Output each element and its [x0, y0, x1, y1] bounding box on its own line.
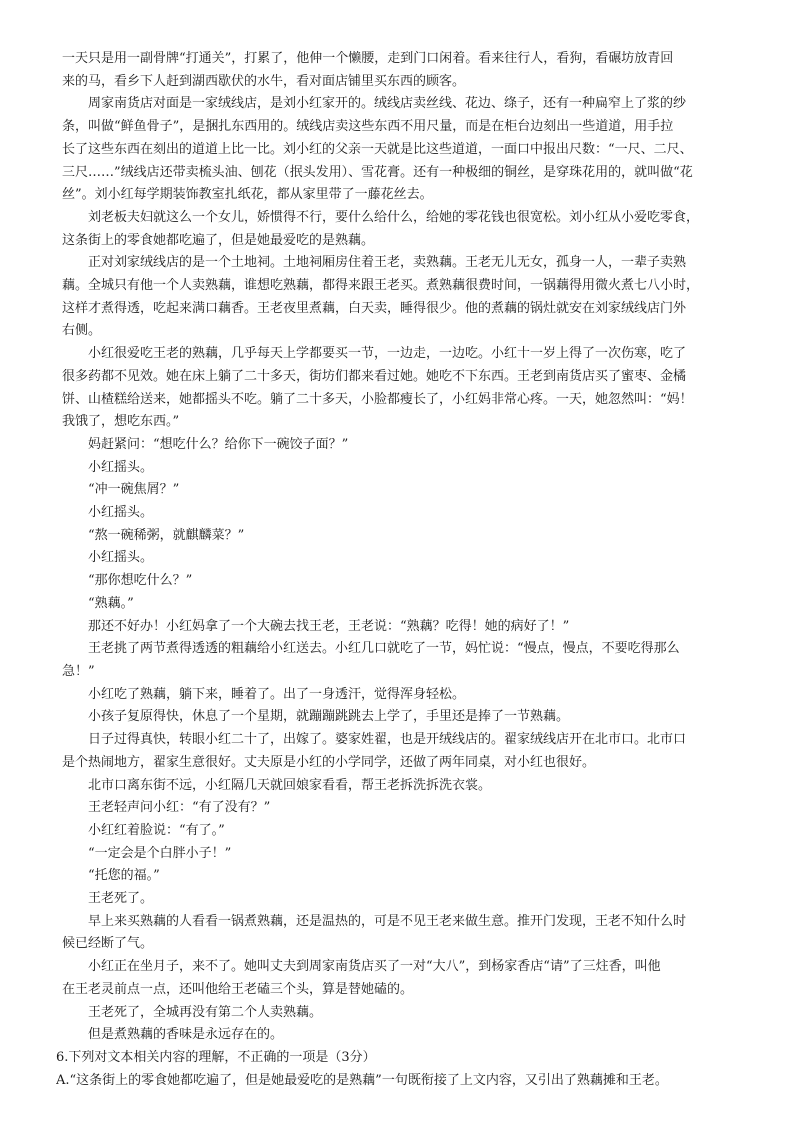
passage-line: 王老挑了两节煮得透透的粗藕给小红送去。小红几口就吃了一节，妈忙说：“慢点，慢点，不要吃得那么 [88, 641, 680, 657]
passage-line: “托您的福。” [88, 868, 160, 884]
question-stem: 6.下列对文本相关内容的理解，不正确的一项是（3分） [56, 1049, 376, 1065]
passage-line: 那还不好办！小红妈拿了一个大碗去找王老，王老说：“熟藕？吃得！她的病好了！” [88, 618, 570, 634]
passage-line: 但是煮熟藕的香味是永远存在的。 [88, 1027, 284, 1043]
passage-line: 一天只是用一副骨牌“打通关”，打累了，他伸一个懒腰，走到门口闲着。看来往行人，看狗，看碾坊放青回 [62, 51, 674, 66]
passage-line: 候已经断了气。 [62, 936, 154, 952]
passage-line: “熟藕。” [88, 595, 134, 611]
passage-line: 王老轻声问小红：“有了没有？” [88, 800, 271, 816]
passage-line: “那你想吃什么？” [88, 573, 193, 589]
passage-line: 周家南货店对面是一家绒线店，是刘小红家开的。绒线店卖丝线、花边、绦子，还有一种扁窄上了浆的纱 [88, 96, 687, 112]
passage-line: 王老死了。 [88, 891, 154, 907]
passage-line: 早上来买熟藕的人看看一锅煮熟藕，还是温热的，可是不见王老来做生意。推开门发现，王老不知什么时 [88, 913, 687, 929]
passage-line: 丝”。刘小红每学期装饰教室扎纸花，都从家里带了一藤花丝去。 [62, 187, 433, 203]
passage-line: 小红摇头。 [88, 459, 154, 475]
document-page [56, 48, 742, 1092]
passage-line: 正对刘家绒线店的是一个土地祠。土地祠厢房住着王老，卖熟藕。王老无儿无女，孤身一人，一辈子卖熟 [88, 255, 687, 271]
passage-line: 急！” [62, 663, 95, 679]
passage-line: 藕。全城只有他一个人卖熟藕，谁想吃熟藕，都得来跟王老买。煮熟藕很费时间，一锅藕得用微火煮七八小时， [62, 278, 700, 294]
passage-line: 小红摇头。 [88, 505, 154, 521]
passage-line: 我饿了，想吃东西。” [62, 414, 180, 430]
passage-line: 小孩子复原得快，休息了一个星期，就蹦蹦跳跳去上学了，手里还是捧了一节熟藕。 [88, 709, 570, 725]
passage-line: 北市口离东街不远，小红隔几天就回娘家看看，帮王老拆洗拆洗衣裳。 [88, 777, 492, 793]
passage-line: 小红正在坐月子，来不了。她叫丈夫到周家南货店买了一对“大八”，到杨家香店“请”了三炷香，叫他 [88, 959, 661, 975]
passage-line: 条，叫做“鲜鱼骨子”，是捆扎东西用的。绒线店卖这些东西不用尺量，而是在柜台边刻出一些道道，用手拉 [62, 119, 674, 135]
passage-line: 三尺……”绒线店还带卖梳头油、刨花（抿头发用）、雪花膏。还有一种极细的铜丝，是穿珠花用的，就叫做“花 [62, 164, 693, 180]
passage-line: “冲一碗焦屑？” [88, 482, 180, 498]
passage-line: 饼、山楂糕给送来，她都摇头不吃。躺了二十多天，小脸都瘦长了，小红妈非常心疼。一天，她忽然叫：“妈！ [62, 391, 693, 407]
passage-line: 妈赶紧问：“想吃什么？给你下一碗饺子面？” [88, 436, 349, 452]
passage-line: 这条街上的零食她都吃遍了，但是她最爱吃的是熟藕。 [62, 232, 375, 248]
passage-line: “一定会是个白胖小子！” [88, 845, 232, 861]
passage-line: 是个热闹地方，翟家生意很好。丈夫原是小红的小学同学，还做了两年同桌，对小红也很好。 [62, 754, 596, 770]
passage-line: 王老死了，全城再没有第二个人卖熟藕。 [88, 1004, 323, 1020]
passage-line: 小红很爱吃王老的熟藕，几乎每天上学都要买一节，一边走，一边吃。小红十一岁上得了一次伤寒，吃了 [88, 346, 687, 362]
passage-line: 长了这些东西在刻出的道道上比一比。刘小红的父亲一天就是比这些道道，一面口中报出尺数：“一尺、二尺、 [62, 141, 693, 157]
question-option-a: A.“这条街上的零食她都吃遍了，但是她最爱吃的是熟藕”一句既衔接了上文内容，又引出了熟藕摊和王老。 [56, 1072, 668, 1088]
passage-line: “熬一碗稀粥，就麒麟菜？” [88, 527, 245, 543]
passage-line: 在王老灵前点一点，还叫他给王老磕三个头，算是替她磕的。 [62, 981, 414, 997]
passage-line: 右侧。 [62, 323, 102, 339]
reading-passage [62, 48, 742, 1047]
passage-line: 小红吃了熟藕，躺下来，睡着了。出了一身透汗，觉得浑身轻松。 [88, 686, 466, 702]
passage-line: 这样才煮得透，吃起来满口藕香。王老夜里煮藕，白天卖，睡得很少。他的煮藕的锅灶就安在刘家绒线店门外 [62, 300, 687, 316]
passage-line: 日子过得真快，转眼小红二十了，出嫁了。婆家姓翟，也是开绒线店的。翟家绒线店开在北市口。北市口 [88, 732, 687, 748]
passage-line: 来的马，看乡下人赶到湖西歇伏的水牛，看对面店铺里买东西的顾客。 [62, 73, 466, 89]
passage-line: 刘老板夫妇就这么一个女儿，娇惯得不行，要什么给什么，给她的零花钱也很宽松。刘小红从小爱吃零食， [88, 209, 700, 225]
passage-line: 小红红着脸说：“有了。” [88, 822, 225, 838]
passage-line: 很多药都不见效。她在床上躺了二十多天，街坊们都来看过她。她吃不下东西。王老到南货店买了蜜枣、金橘 [62, 368, 687, 384]
passage-line: 小红摇头。 [88, 550, 154, 566]
